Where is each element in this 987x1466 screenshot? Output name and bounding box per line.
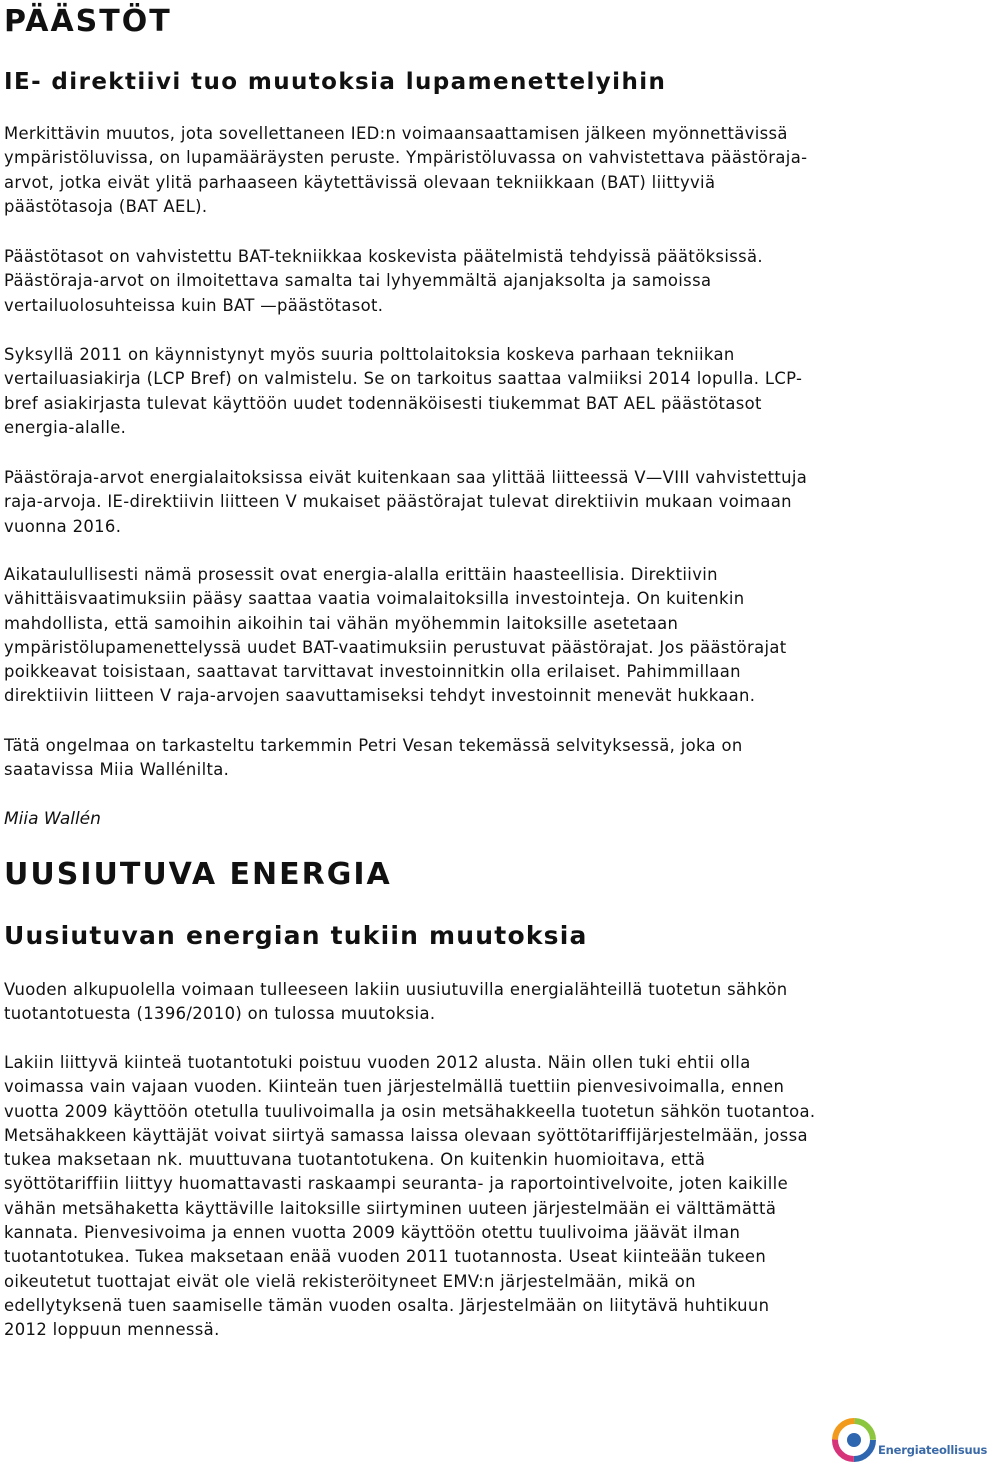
paragraph	[4, 734, 954, 783]
text-line: raja-arvoja. IE-direktiivin liitteen V mukaiset päästörajat tulevat direktiivin mukaan voimaan	[4, 492, 792, 512]
paragraph	[4, 343, 954, 440]
paragraph	[4, 245, 954, 318]
section-heading-uusiutuva-energia: UUSIUTUVA ENERGIA	[4, 857, 392, 892]
text-line: saatavissa Miia Wallénilta.	[4, 760, 230, 780]
text-line: poikkeavat toisistaan, saattavat tarvittavat investoinnitkin olla erilaiset. Pahimmillaan	[4, 662, 741, 682]
text-line: Syksyllä 2011 on käynnistynyt myös suuria polttolaitoksia koskeva parhaan tekniikan	[4, 345, 735, 364]
article-title-renewable-subsidies: Uusiutuvan energian tukiin muutoksia	[4, 921, 588, 950]
text-line: bref asiakirjasta tulevat käyttöön uudet todennäköisesti tiukemmat BAT AEL päästötasot	[4, 393, 762, 413]
text-line: voimassa vain vajaan vuoden. Kiinteän tuen järjestelmällä tuettiin pienvesivoimalla, ennen	[4, 1077, 785, 1097]
text-line: päästötasoja (BAT AEL).	[4, 196, 208, 216]
text-line: syöttötariffiin liittyy huomattavasti raskaampi seuranta- ja raportointivelvoite, joten kaikille	[4, 1174, 789, 1194]
text-line: Tätä ongelmaa on tarkasteltu tarkemmin Petri Vesan tekemässä selvityksessä, joka on	[4, 736, 743, 755]
paragraph	[4, 122, 954, 219]
text-line: energia-alalle.	[4, 417, 127, 437]
text-line: oikeutetut tuottajat eivät ole vielä rekisteröityneet EMV:n järjestelmään, mikä on	[4, 1271, 696, 1291]
paragraph	[4, 1051, 954, 1343]
text-line: tuotantotuesta (1396/2010) on tulossa muutoksia.	[4, 1004, 436, 1024]
text-line: ympäristölupamenettelyssä uudet BAT-vaatimuksiin perustuvat päästörajat. Jos päästörajat	[4, 637, 787, 657]
article-title-ie-directive: IE- direktiivi tuo muutoksia lupamenettelyihin	[4, 69, 667, 95]
text-line: direktiivin liitteen V raja-arvojen saavuttamiseksi tehdyt investoinnit menevät hukkaan.	[4, 686, 756, 706]
text-line: kannata. Pienvesivoima ja ennen vuotta 2009 käyttöön otettu tuulivoima jäävät ilman	[4, 1223, 741, 1243]
paragraph	[4, 563, 954, 709]
text-line: ympäristöluvissa, on lupamääräysten peruste. Ympäristöluvassa on vahvistettava päästöraja-	[4, 148, 808, 168]
text-line: vähän metsähaketta käyttäville laitoksille siirtyminen uuteen järjestelmään ei välttämättä	[4, 1198, 777, 1218]
text-line: arvot, jotka eivät ylitä parhaaseen käytettävissä olevaan tekniikkaan (BAT) liittyviä	[4, 172, 716, 192]
text-line: vertailuolosuhteissa kuin BAT —päästötasot.	[4, 295, 384, 315]
text-line: 2012 loppuun mennessä.	[4, 1320, 220, 1340]
text-line: vähittäisvaatimuksiin pääsy saattaa vaatia voimalaitoksilla investointeja. On kuitenkin	[4, 589, 745, 609]
paragraph	[4, 466, 954, 539]
text-line: vertailuasiakirja (LCP Bref) on valmistelu. Se on tarkoitus saattaa valmiiksi 2014 lopulla. LCP-	[4, 369, 803, 389]
text-line: tukea maksetaan nk. muuttuvana tuotantotukena. On kuitenkin huomioitava, että	[4, 1150, 706, 1170]
text-line: Vuoden alkupuolella voimaan tulleeseen lakiin uusiutuvilla energialähteillä tuotetun sähkön	[4, 980, 788, 999]
text-line: Aikataulullisesti nämä prosessit ovat energia-alalla erittäin haasteellisia. Direktiivin	[4, 565, 718, 584]
text-line: tuotantotukea. Tukea maksetaan enää vuoden 2011 tuotannosta. Useat kiinteään tukeen	[4, 1247, 767, 1267]
text-line: Päästöraja-arvot energialaitoksissa eivät kuitenkaan saa ylittää liitteessä V—VIII vahvistettuja	[4, 468, 808, 487]
logo-mark-icon	[832, 1418, 876, 1462]
paragraph	[4, 978, 954, 1027]
text-line: vuonna 2016.	[4, 516, 122, 536]
section-heading-paastot: PÄÄSTÖT	[4, 4, 172, 39]
text-line: vuotta 2009 käyttöön otetulla tuulivoimalla ja osin metsähakkeella tuotetun sähkön tuotantoa.	[4, 1101, 816, 1121]
text-line: Merkittävin muutos, jota sovellettaneen IED:n voimaansaattamisen jälkeen myönnettävissä	[4, 124, 788, 143]
text-line: Lakiin liittyvä kiinteä tuotantotuki poistuu vuoden 2012 alusta. Näin ollen tuki ehtii olla	[4, 1053, 751, 1072]
text-line: edellytyksenä tuen saamiselle tämän vuoden osalta. Järjestelmään on liitytävä huhtikuun	[4, 1295, 770, 1315]
text-line: Päästöraja-arvot on ilmoitettava samalta tai lyhyemmältä ajanjaksolta ja samoissa	[4, 271, 712, 291]
logo-wordmark: Energiateollisuus	[878, 1443, 987, 1457]
text-line: Metsähakkeen käyttäjät voivat siirtyä samassa laissa olevaan syöttötariffijärjestelmään, jossa	[4, 1125, 808, 1145]
energiateollisuus-logo	[832, 1418, 987, 1464]
author-signature: Miia Wallén	[4, 809, 101, 829]
text-line: mahdollista, että samoihin aikoihin tai vähän myöhemmin laitoksille asetetaan	[4, 613, 679, 633]
text-line: Päästötasot on vahvistettu BAT-tekniikkaa koskevista päätelmistä tehdyissä päätöksissä.	[4, 247, 763, 266]
